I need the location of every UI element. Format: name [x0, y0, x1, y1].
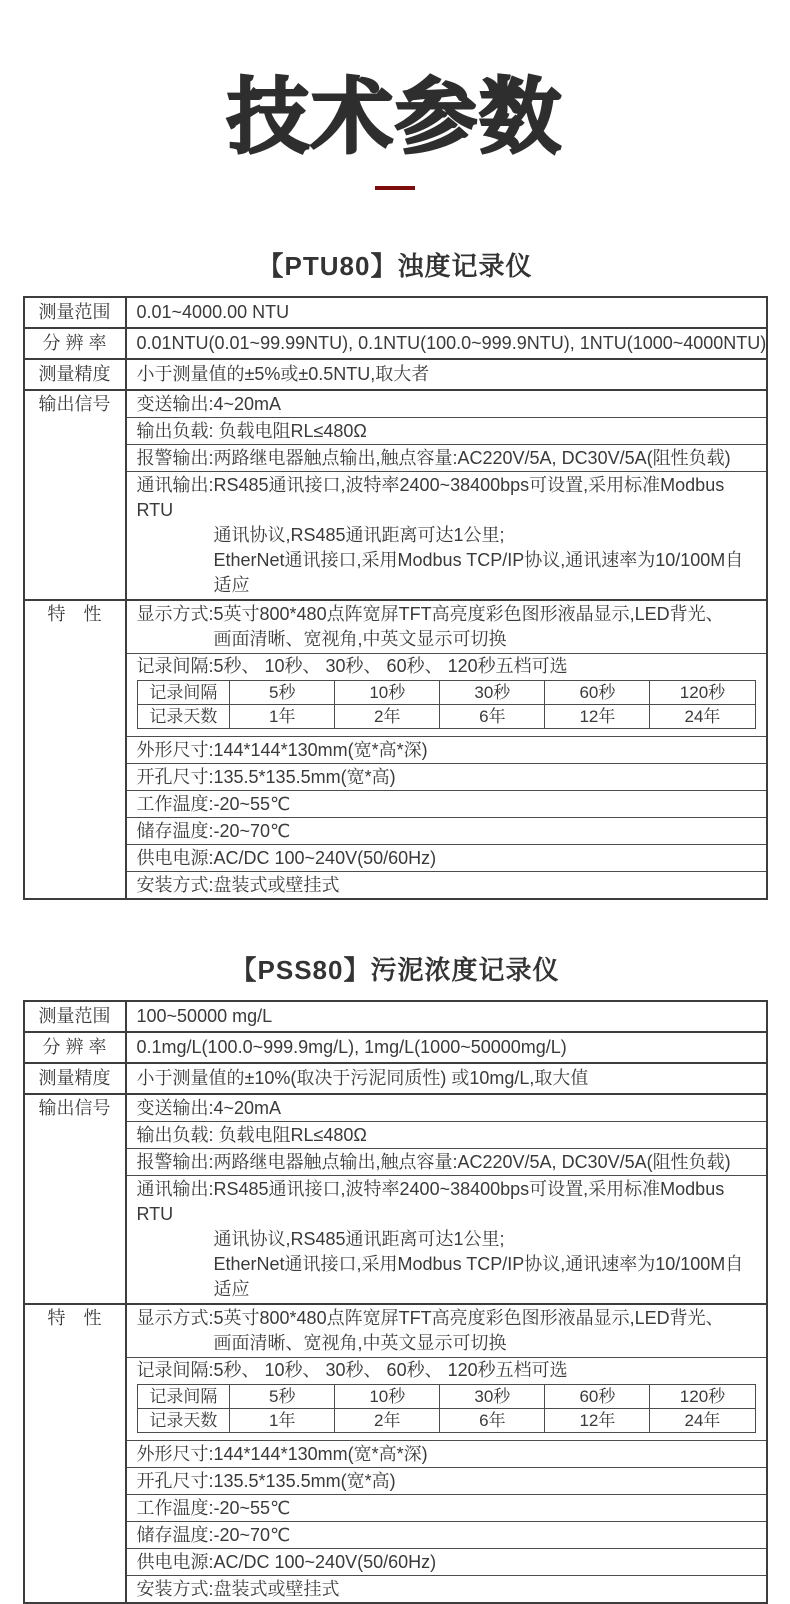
output-comm-line1: 通讯输出:RS485通讯接口,波特率2400~38400bps可设置,采用标准Modbus RTU: [136, 1178, 725, 1224]
page-title: 技术参数: [226, 72, 563, 163]
feature-power: 供电电源:AC/DC 100~240V(50/60Hz): [127, 845, 766, 872]
feature-working-temp: 工作温度:-20~55℃: [127, 1495, 766, 1522]
output-comm-line3: EtherNet通讯接口,采用Modbus TCP/IP协议,通讯速率为10/100M自适应: [213, 549, 744, 595]
feature-record-interval: [127, 654, 766, 737]
output-comm: [127, 472, 766, 599]
row-value-accuracy: 小于测量值的±5%或±0.5NTU,取大者: [136, 363, 430, 384]
output-comm-line2: 通讯协议,RS485通讯距离可达1公里;: [213, 1228, 505, 1249]
row-value-accuracy: 小于测量值的±10%(取决于污泥同质性) 或10mg/L,取大值: [136, 1067, 589, 1088]
output-transmit: 变送输出:4~20mA: [127, 391, 766, 418]
spec-table-ptu80: [23, 296, 768, 900]
row-label-resolution: 分 辨 率: [25, 1033, 127, 1062]
output-load: 输出负载: 负载电阻RL≤480Ω: [127, 1122, 766, 1149]
output-comm-line3: EtherNet通讯接口,采用Modbus TCP/IP协议,通讯速率为10/100M自适应: [213, 1253, 744, 1299]
row-label-features: 特 性: [25, 601, 127, 898]
record-interval-text: 记录间隔:5秒、 10秒、 30秒、 60秒、 120秒五档可选: [136, 655, 568, 676]
row-label-output-signals: 输出信号: [25, 1095, 127, 1303]
product-heading-pss80: 【PSS80】污泥浓度记录仪: [230, 954, 560, 985]
output-alarm: 报警输出:两路继电器触点输出,触点容量:AC220V/5A, DC30V/5A(阻性负载): [127, 1149, 766, 1176]
spec-row-accuracy: [25, 360, 766, 391]
spec-row-features: [25, 601, 766, 898]
feature-display: [127, 1305, 766, 1358]
record-interval-text: 记录间隔:5秒、 10秒、 30秒、 60秒、 120秒五档可选: [136, 1359, 568, 1380]
feature-record-interval: [127, 1358, 766, 1441]
feature-display-line1: 显示方式:5英寸800*480点阵宽屏TFT高亮度彩色图形液晶显示,LED背光、: [136, 1307, 724, 1328]
record-interval-row: 记录间隔 5秒 10秒 30秒 60秒 120秒: [137, 1384, 755, 1408]
title-underline-dash: [375, 186, 415, 190]
row-value-resolution: 0.1mg/L(100.0~999.9mg/L), 1mg/L(1000~50000mg/L): [136, 1036, 567, 1057]
output-comm: [127, 1176, 766, 1303]
output-load: 输出负载: 负载电阻RL≤480Ω: [127, 418, 766, 445]
output-comm-line2: 通讯协议,RS485通讯距离可达1公里;: [213, 524, 505, 545]
row-label-range: 测量范围: [25, 1002, 127, 1031]
spec-row-output-signals: [25, 391, 766, 601]
feature-working-temp: 工作温度:-20~55℃: [127, 791, 766, 818]
row-value-range: 100~50000 mg/L: [136, 1005, 273, 1026]
record-interval-table: [137, 1384, 756, 1433]
spec-row-range: [25, 298, 766, 329]
row-label-accuracy: 测量精度: [25, 360, 127, 389]
feature-dimensions: 外形尺寸:144*144*130mm(宽*高*深): [127, 1441, 766, 1468]
record-interval-table: [137, 680, 756, 729]
row-label-resolution: 分 辨 率: [25, 329, 127, 358]
feature-dimensions: 外形尺寸:144*144*130mm(宽*高*深): [127, 737, 766, 764]
feature-display-line2: 画面清晰、宽视角,中英文显示可切换: [213, 1332, 507, 1353]
feature-storage-temp: 储存温度:-20~70℃: [127, 818, 766, 845]
spec-row-resolution: [25, 1033, 766, 1064]
feature-storage-temp: 储存温度:-20~70℃: [127, 1522, 766, 1549]
feature-mounting: 安装方式:盘装式或壁挂式: [136, 1578, 340, 1599]
feature-power: 供电电源:AC/DC 100~240V(50/60Hz): [127, 1549, 766, 1576]
record-days-row: 记录天数 1年 2年 6年 12年 24年: [137, 1408, 755, 1432]
row-label-range: 测量范围: [25, 298, 127, 327]
feature-mounting: 安装方式:盘装式或壁挂式: [136, 874, 340, 895]
feature-display-line1: 显示方式:5英寸800*480点阵宽屏TFT高亮度彩色图形液晶显示,LED背光、: [136, 603, 724, 624]
spec-row-range: [25, 1002, 766, 1033]
spec-row-output-signals: [25, 1095, 766, 1305]
row-label-output-signals: 输出信号: [25, 391, 127, 599]
feature-cutout-size: 开孔尺寸:135.5*135.5mm(宽*高): [127, 1468, 766, 1495]
row-label-accuracy: 测量精度: [25, 1064, 127, 1093]
spec-table-pss80: [23, 1000, 768, 1604]
spec-row-resolution: [25, 329, 766, 360]
feature-cutout-size: 开孔尺寸:135.5*135.5mm(宽*高): [127, 764, 766, 791]
output-comm-line1: 通讯输出:RS485通讯接口,波特率2400~38400bps可设置,采用标准Modbus RTU: [136, 474, 725, 520]
spec-row-accuracy: [25, 1064, 766, 1095]
row-value-resolution: 0.01NTU(0.01~99.99NTU), 0.1NTU(100.0~999.9NTU), 1NTU(1000~4000NTU): [136, 332, 767, 353]
spec-row-features: [25, 1305, 766, 1602]
feature-display-line2: 画面清晰、宽视角,中英文显示可切换: [213, 628, 507, 649]
row-label-features: 特 性: [25, 1305, 127, 1602]
output-alarm: 报警输出:两路继电器触点输出,触点容量:AC220V/5A, DC30V/5A(阻性负载): [127, 445, 766, 472]
output-transmit: 变送输出:4~20mA: [127, 1095, 766, 1122]
record-days-row: 记录天数 1年 2年 6年 12年 24年: [137, 704, 755, 728]
product-heading-ptu80: 【PTU80】浊度记录仪: [257, 250, 533, 281]
record-interval-row: 记录间隔 5秒 10秒 30秒 60秒 120秒: [137, 680, 755, 704]
row-value-range: 0.01~4000.00 NTU: [136, 301, 290, 322]
feature-display: [127, 601, 766, 654]
